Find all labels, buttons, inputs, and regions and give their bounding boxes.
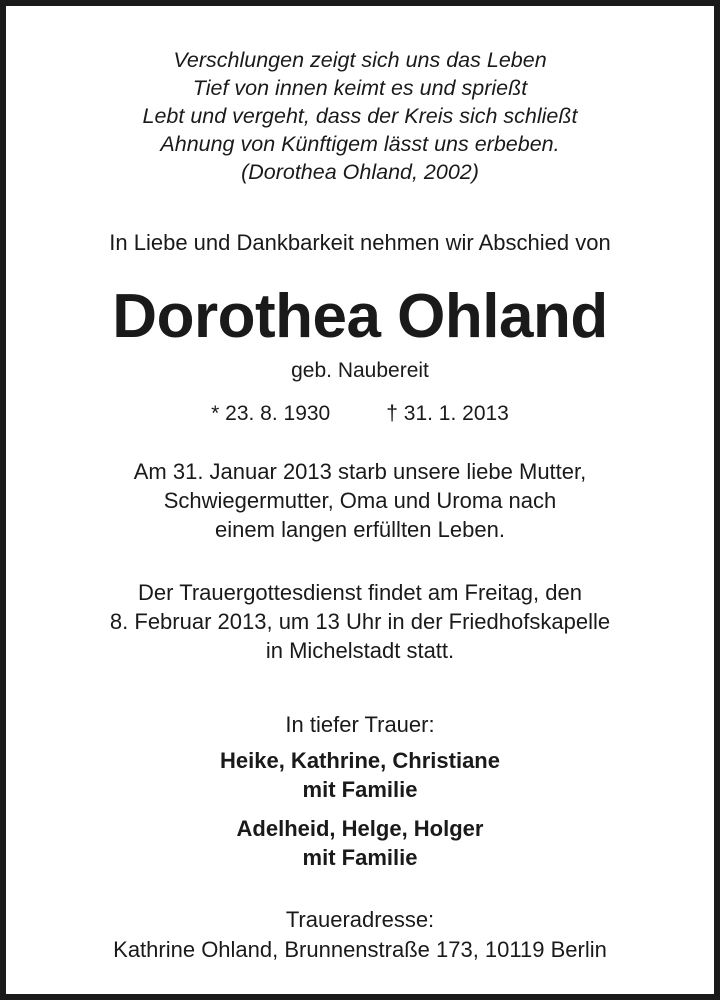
family-suffix: mit Familie xyxy=(302,845,418,870)
text-line: Der Trauergottesdienst findet am Freitag, den xyxy=(138,580,582,605)
deceased-name: Dorothea Ohland xyxy=(112,282,608,351)
farewell-intro: In Liebe und Dankbarkeit nehmen wir Abschied von xyxy=(109,230,611,255)
family-suffix: mit Familie xyxy=(302,777,418,802)
text-line: Am 31. Januar 2013 starb unsere liebe Mutter, xyxy=(133,459,587,484)
text-line: einem langen erfüllten Leben. xyxy=(215,517,505,542)
mourning-address: Kathrine Ohland, Brunnenstraße 173, 10119 Berlin xyxy=(113,937,607,962)
family-names: Adelheid, Helge, Holger xyxy=(236,816,484,841)
life-dates xyxy=(6,399,714,429)
text-line: in Michelstadt statt. xyxy=(265,638,455,663)
poem-line: Lebt und vergeht, dass der Kreis sich schließt xyxy=(142,104,578,128)
text-line: Schwiegermutter, Oma und Uroma nach xyxy=(163,488,557,513)
death-announcement xyxy=(6,457,714,544)
address-label: Traueradresse: xyxy=(285,907,435,932)
family-names: Heike, Kathrine, Christiane xyxy=(220,748,500,773)
poem-line: Verschlungen zeigt sich uns das Leben xyxy=(173,48,547,72)
maiden-name: geb. Naubereit xyxy=(291,359,429,382)
poem-line: Ahnung von Künftigem lässt uns erbeben. xyxy=(160,132,560,156)
poem-line: Tief von innen keimt es und sprießt xyxy=(192,76,528,100)
text-line: 8. Februar 2013, um 13 Uhr in der Friedhofskapelle xyxy=(109,609,611,634)
funeral-service-info xyxy=(6,578,714,665)
memorial-poem xyxy=(6,46,714,186)
mourning-label: In tiefer Trauer: xyxy=(285,712,435,737)
birth-date: * 23. 8. 1930 xyxy=(211,402,331,425)
death-date: † 31. 1. 2013 xyxy=(386,402,509,425)
mourner-family-2 xyxy=(6,814,714,872)
mourner-family-1 xyxy=(6,746,714,804)
poem-attribution: (Dorothea Ohland, 2002) xyxy=(241,160,479,184)
